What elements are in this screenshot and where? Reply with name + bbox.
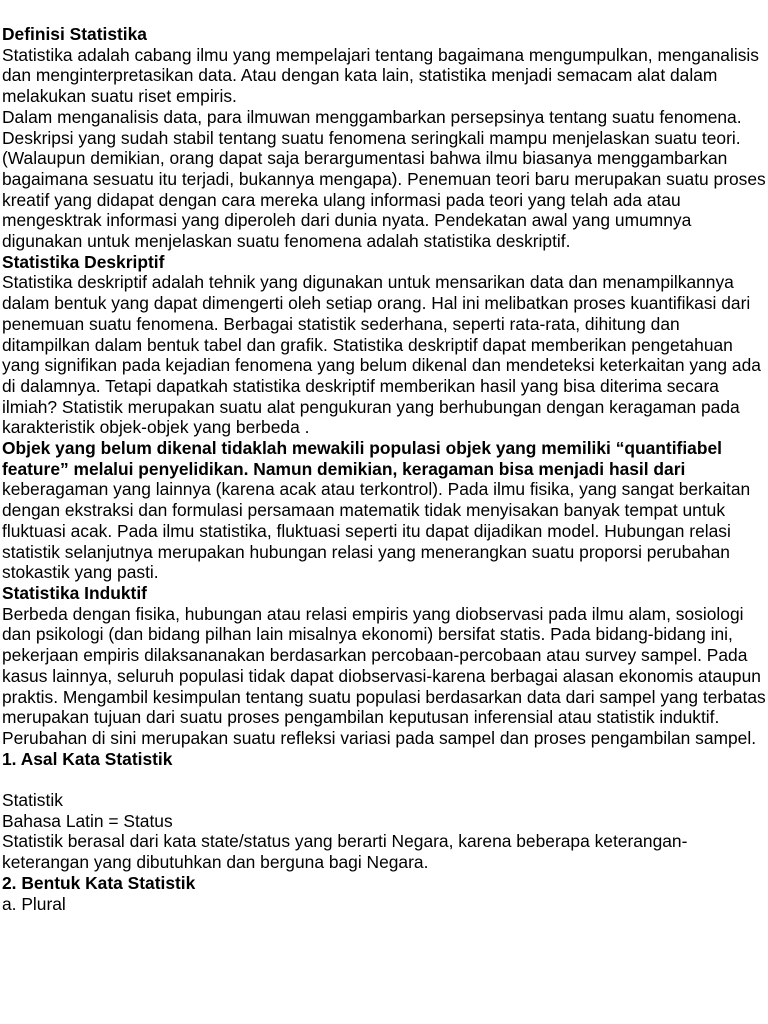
paragraph-deskriptif-2-bold: Objek yang belum dikenal tidaklah mewakili populasi objek yang memiliki “quantifiabel feature” melalui penyelidikan. Namun demikian, keragaman bisa menjadi hasil dari [2, 438, 722, 479]
document-page [0, 24, 768, 914]
line-plural: a. Plural [2, 893, 66, 914]
heading-statistika-induktif: Statistika Induktif [2, 582, 147, 603]
paragraph-asal-kata: Statistik berasal dari kata state/status yang berarti Negara, karena beberapa keterangan-keterangan yang dibutuhkan dan berguna bagi Negara. [2, 831, 688, 873]
paragraph-definisi-1: Statistika adalah cabang ilmu yang mempelajari tentang bagaimana mengumpulkan, menganalisis dan menginterpretasikan data. Atau dengan kata lain, statistika menjadi semacam alat dalam melakukan suatu riset empiris. [2, 44, 759, 107]
paragraph-deskriptif-2 [2, 438, 768, 583]
line-statistik: Statistik [2, 790, 63, 810]
heading-bentuk-kata-statistik: 2. Bentuk Kata Statistik [2, 872, 196, 893]
paragraph-deskriptif-1: Statistika deskriptif adalah tehnik yang digunakan untuk mensarikan data dan menampilkannya dalam bentuk yang dapat dimengerti oleh setiap orang. Hal ini melibatkan proses kuantifikasi dari penemuan suatu fenomena. Berbagai statistik sederhana, seperti rata-rata, dihitung dan ditampilkan dalam bentuk tabel dan grafik. Statistika deskriptif dapat memberikan pengetahuan yang signifikan pada kejadian fenomena yang belum dikenal dan mendeteksi keterkaitan yang ada di dalamnya. Tetapi dapatkah statistika deskriptif memberikan hasil yang bisa diterima secara ilmiah? Statistik merupakan suatu alat pengukuran yang berhubungan dengan keragaman pada karakteristik objek-objek yang berbeda . [2, 272, 761, 438]
paragraph-definisi-2: Dalam menganalisis data, para ilmuwan menggambarkan persepsinya tentang suatu fenomena. Deskripsi yang sudah stabil tentang suatu fenomena seringkali mampu menjelaskan suatu teori. (Walaupun demikian, orang dapat saja berargumentasi bahwa ilmu biasanya menggambarkan bagaimana sesuatu itu terjadi, bukannya mengapa). Penemuan teori baru merupakan suatu proses kreatif yang didapat dengan cara mereka ulang informasi pada teori yang telah ada atau mengesktrak informasi yang diperoleh dari dunia nyata. Pendekatan awal yang umumnya digunakan untuk menjelaskan suatu fenomena adalah statistika deskriptif. [2, 106, 766, 252]
heading-asal-kata-statistik: 1. Asal Kata Statistik [2, 748, 173, 769]
paragraph-deskriptif-2-rest: keberagaman yang lainnya (karena acak atau terkontrol). Pada ilmu fisika, yang sangat berkaitan dengan ekstraksi dan formulasi persamaan matematik tidak menyisakan banyak tempat untuk fluktuasi acak. Pada ilmu statistika, fluktuasi seperti itu dapat dijadikan model. Hubungan relasi statistik selanjutnya merupakan hubungan relasi yang menerangkan suatu proporsi perubahan stokastik yang pasti. [2, 479, 751, 583]
paragraph-induktif-1: Berbeda dengan fisika, hubungan atau relasi empiris yang diobservasi pada ilmu alam, sosiologi dan psikologi (dan bidang pilhan lain misalnya ekonomi) bersifat statis. Pada bidang-bidang ini, pekerjaan empiris dilaksananakan berdasarkan percobaan-percobaan atau survey sampel. Pada kasus lainnya, seluruh populasi tidak dapat diobservasi-karena berbagai alasan ekonomis ataupun praktis. Mengambil kesimpulan tentang suatu populasi berdasarkan data dari sampel yang terbatas merupakan tujuan dari suatu proses pengambilan keputusan inferensial atau statistik induktif. [2, 603, 766, 728]
paragraph-induktif-2: Perubahan di sini merupakan suatu refleksi variasi pada sampel dan proses pengambilan sampel. [2, 727, 757, 748]
line-bahasa-latin: Bahasa Latin = Status [2, 810, 173, 831]
heading-definisi-statistika: Definisi Statistika [2, 24, 147, 44]
blank-line [2, 769, 768, 790]
heading-statistika-deskriptif: Statistika Deskriptif [2, 251, 165, 272]
